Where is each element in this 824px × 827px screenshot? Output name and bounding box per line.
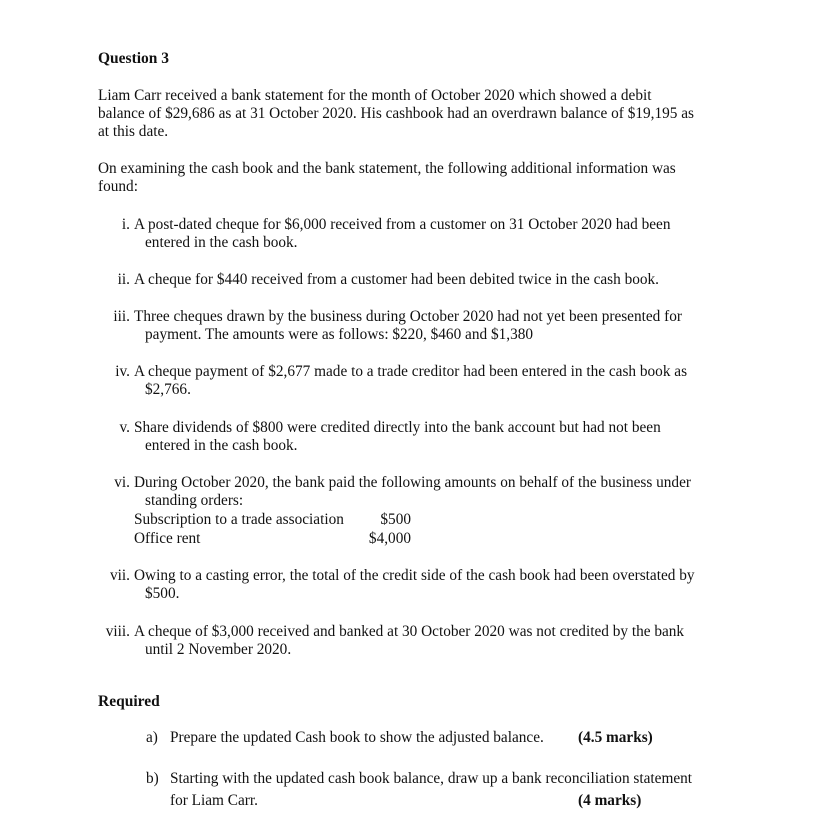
standing-order-row <box>134 530 411 549</box>
list-number: i. <box>121 216 130 233</box>
task-text: for Liam Carr. <box>170 792 258 809</box>
standing-order-label: Subscription to a trade association <box>134 511 344 528</box>
lead-paragraph <box>98 160 738 196</box>
list-number: v. <box>119 419 130 436</box>
task-label: b) <box>146 770 159 787</box>
task-text: Starting with the updated cash book balance, draw up a bank reconciliation statement <box>170 770 693 787</box>
list-number: vii. <box>110 567 130 584</box>
lead-line: On examining the cash book and the bank statement, the following additional information was <box>98 160 676 177</box>
list-line: Share dividends of $800 were credited directly into the bank account but had not been <box>134 419 661 436</box>
task-marks: (4.5 marks) <box>578 729 653 746</box>
list-line: A cheque of $3,000 received and banked at 30 October 2020 was not credited by the bank <box>134 623 685 640</box>
standing-orders-table <box>134 511 411 549</box>
list-line: A cheque payment of $2,677 made to a trade creditor had been entered in the cash book as <box>134 363 688 380</box>
required-heading: Required <box>98 693 160 710</box>
list-line: until 2 November 2020. <box>145 641 292 658</box>
list-line: standing orders: <box>145 492 244 509</box>
question-title: Question 3 <box>98 50 170 67</box>
list-line: $500. <box>145 585 180 602</box>
list-number: iii. <box>113 308 130 325</box>
standing-order-amount: $4,000 <box>368 530 411 547</box>
task-label: a) <box>146 729 158 746</box>
task-marks: (4 marks) <box>578 792 642 809</box>
list-line: A post-dated cheque for $6,000 received from a customer on 31 October 2020 had been <box>134 216 671 233</box>
standing-order-row <box>134 511 411 530</box>
intro-paragraph <box>98 87 738 141</box>
list-line: Owing to a casting error, the total of the credit side of the cash book had been overstated by <box>134 567 695 584</box>
list-number: ii. <box>117 271 130 288</box>
standing-order-amount: $500 <box>380 511 411 528</box>
list-number: vi. <box>114 474 130 491</box>
list-number: viii. <box>105 623 130 640</box>
list-line: $2,766. <box>145 381 191 398</box>
list-line: payment. The amounts were as follows: $220, $460 and $1,380 <box>145 326 534 343</box>
list-line: A cheque for $440 received from a customer had been debited twice in the cash book. <box>134 271 660 288</box>
lead-line: found: <box>98 178 138 195</box>
list-line: During October 2020, the bank paid the following amounts on behalf of the business under <box>134 474 691 491</box>
intro-line: at this date. <box>98 123 169 140</box>
list-line: entered in the cash book. <box>145 234 298 251</box>
task-text: Prepare the updated Cash book to show the adjusted balance. <box>170 729 544 746</box>
list-line: Three cheques drawn by the business during October 2020 had not yet been presented for <box>134 308 682 325</box>
standing-order-label: Office rent <box>134 530 201 547</box>
list-line: entered in the cash book. <box>145 437 298 454</box>
list-number: iv. <box>115 363 130 380</box>
intro-line: balance of $29,686 as at 31 October 2020. His cashbook had an overdrawn balance of $19,195 as <box>98 105 694 122</box>
intro-line: Liam Carr received a bank statement for the month of October 2020 which showed a debit <box>98 87 652 104</box>
